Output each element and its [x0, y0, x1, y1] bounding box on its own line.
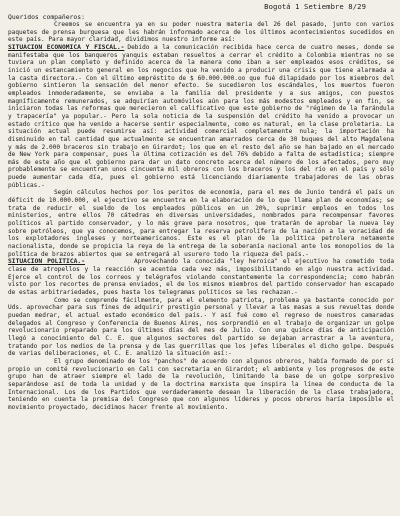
intro-paragraph — [8, 21, 394, 44]
paragraph-deficit — [8, 189, 394, 258]
paragraph: El grupo denominado de los "panchos" de acuerdo con algunos obreros, había formado de por sí propio un comité revolucionario en Cali con secretaría en Girardot; el ambiente y los progresos de este grupo han de atraer siempre el lado de la revolución, limitando la base de un golpe sorpresivo separándose así de toda la unidad y de la doctrina marxista que inspira la línea de conducta de la Internacional. Los de los Partidos que verdaderamente desean la liberación de la clase trabajadora, teniendo en cuenta la premisa del Congreso que con algunos líderes y pocos obreros haría imposible el movimiento proyectado, decidimos hacer frente al movimiento. — [8, 357, 394, 411]
paragraph: Según cálculos hechos por los peritos de economía, para el mes de Junio tendrá el país un déficit de 10.000.000, el ejecutivo se encuentra en la elaboración de lo que llama plan de economías; se trata de reducir el sueldo de los empleados públicos en un 20%, suprimir empleos en todos los ministerios, entre ellos 70 cátedras en diversas universidades, nombrados para recompensar favores políticos al partido conservador, y lo más grave para nosotros, que tratarán de aprobar la nueva ley sobre petróleos, que ya conocemos, para entregar la reserva petrolífera de la nación a la voracidad de los explotadores ingleses y norteamericanos. Este es el plan de la política petrolera netamente nacionalista, donde se propicia la reya de la entrega de la soberanía nacional ante los monopolios de la política de brazos abiertos que se entregará al usurero todo la riqueza del país.- — [8, 189, 394, 258]
section-economic — [8, 44, 394, 189]
dateline: Bogotá 1 Setiembre 8/29 — [264, 2, 366, 11]
salutation: Queridos compañeros: — [8, 13, 85, 21]
paragraph-panchos — [8, 358, 394, 412]
intro-text: Creemos se encuentra ya en su poder nuestra materia del 26 del pasado, junto con varios paquetes de prensa burguesa que les habrán informado acerca de los últimos acontecimientos sucedidos en este país. Para mayor claridad, dividimos nuestro informe así: — [8, 21, 394, 44]
paragraph: Debido a la comunicación recibida hace cerca de cuatro meses, donde se manifestaba que los banqueros yanquis estaban resueltos a cerrar el crédito a Colombia mientras no se tuviera un plan completo y definido acerca de la manera como iban a ser empleados esos créditos, se inició un estancamiento general en los negocios que ha venido a producir una crisis que tiene alarmada a la casta directora.- Con el último empréstito de $ 60.000.000.oo que fué dilapidado por los miembros del gobierno sintieron la sensación del menor efecto. Se sucedieron los escándalos, los muertos fueron empleados inmoderadamente, se enviaba a la familia del presidente y a sus amigos, con puestos magníficamente remunerados, se adquirían automóviles aún para los más modestos empleados y en fin, se iniciaron todas las reformas que merecieron el calificativo que este gobierno de "régimen de la farándula y trapacería" ya popular.- Pero la sola noticia de la suspensión del crédito ha venido a provocar un estado crítico que ha venido a hacerse sentir especialmente, como es natural, en la clase proletaria. La situación actual puede resumirse así: actividad comercial completamente nula; la importación ha disminuido en tal cantidad que actualmente se encuentran amarrados cerca de 30 buques del alto Magdalena y más de 2.000 braceros sin trabajo en Girardot; los que en el resto del año se han bajado en el mercado de New York para compensar, pues la última cotización es del 76% debido a falta de estadística; siempre más de este año que el gobierno para dar un dato concreto acerca del número de los afectados, pero muy probablemente se encuentran unos cincuenta mil obreros con los braceros y los del río en el país y sólo puede aumentar cada día, pues el gobierno está licenciando diariamente trabajadores de las obras públicas.- — [8, 43, 395, 189]
paragraph: Como se comprende fácilmente, para el elemento patriota, problema ya bastante conocido por Uds. aprovechar para sus fines de adquirir prestigio personal y llevar a las masas a sus revueltas donde puedan medrar, el actual estado económico del país.- Y así fué como el regreso de nuestros camaradas delegados al Congreso y Conferencia de Buenos Aires, nos sorprendió en el trabajo de organizar un golpe revolucionario preparado para los últimos días del mes de Julio. Con una quince días de anticipación llegó a conocimiento del C. E. que algunos sectores del partido se dejaban arrastrar a la aventura, tratando por los medios de la prensa y de las guerrillas que los jefes liberales el dicho golpe. Después de varias deliberaciones, el C. E. analizó la situación así:- — [8, 296, 394, 358]
paragraph: Aprovechando la conocida "ley heroica" el ejecutivo ha cometido toda clase de atropellos y la reacción se acentúa cada vez más, imposibilitando en algo nuestra actividad. Ejerce el control de los correos y telégrafos violando constantemente la correspondencia; como habrán visto por los recortes de prensa enviados, el de los mismos miembros del partido conservador han escapado de estas arbitrariedades, pues hasta los telegramas políticos se les rechazan.- — [8, 258, 394, 296]
paragraph-patriot — [8, 297, 394, 358]
section-political — [8, 258, 394, 296]
section-heading-political: SITUACION POLITICA.- — [8, 258, 85, 266]
letter-body — [8, 13, 394, 411]
section-heading-economic: SITUACION ECONOMICA Y FISCAL.- — [8, 43, 125, 51]
